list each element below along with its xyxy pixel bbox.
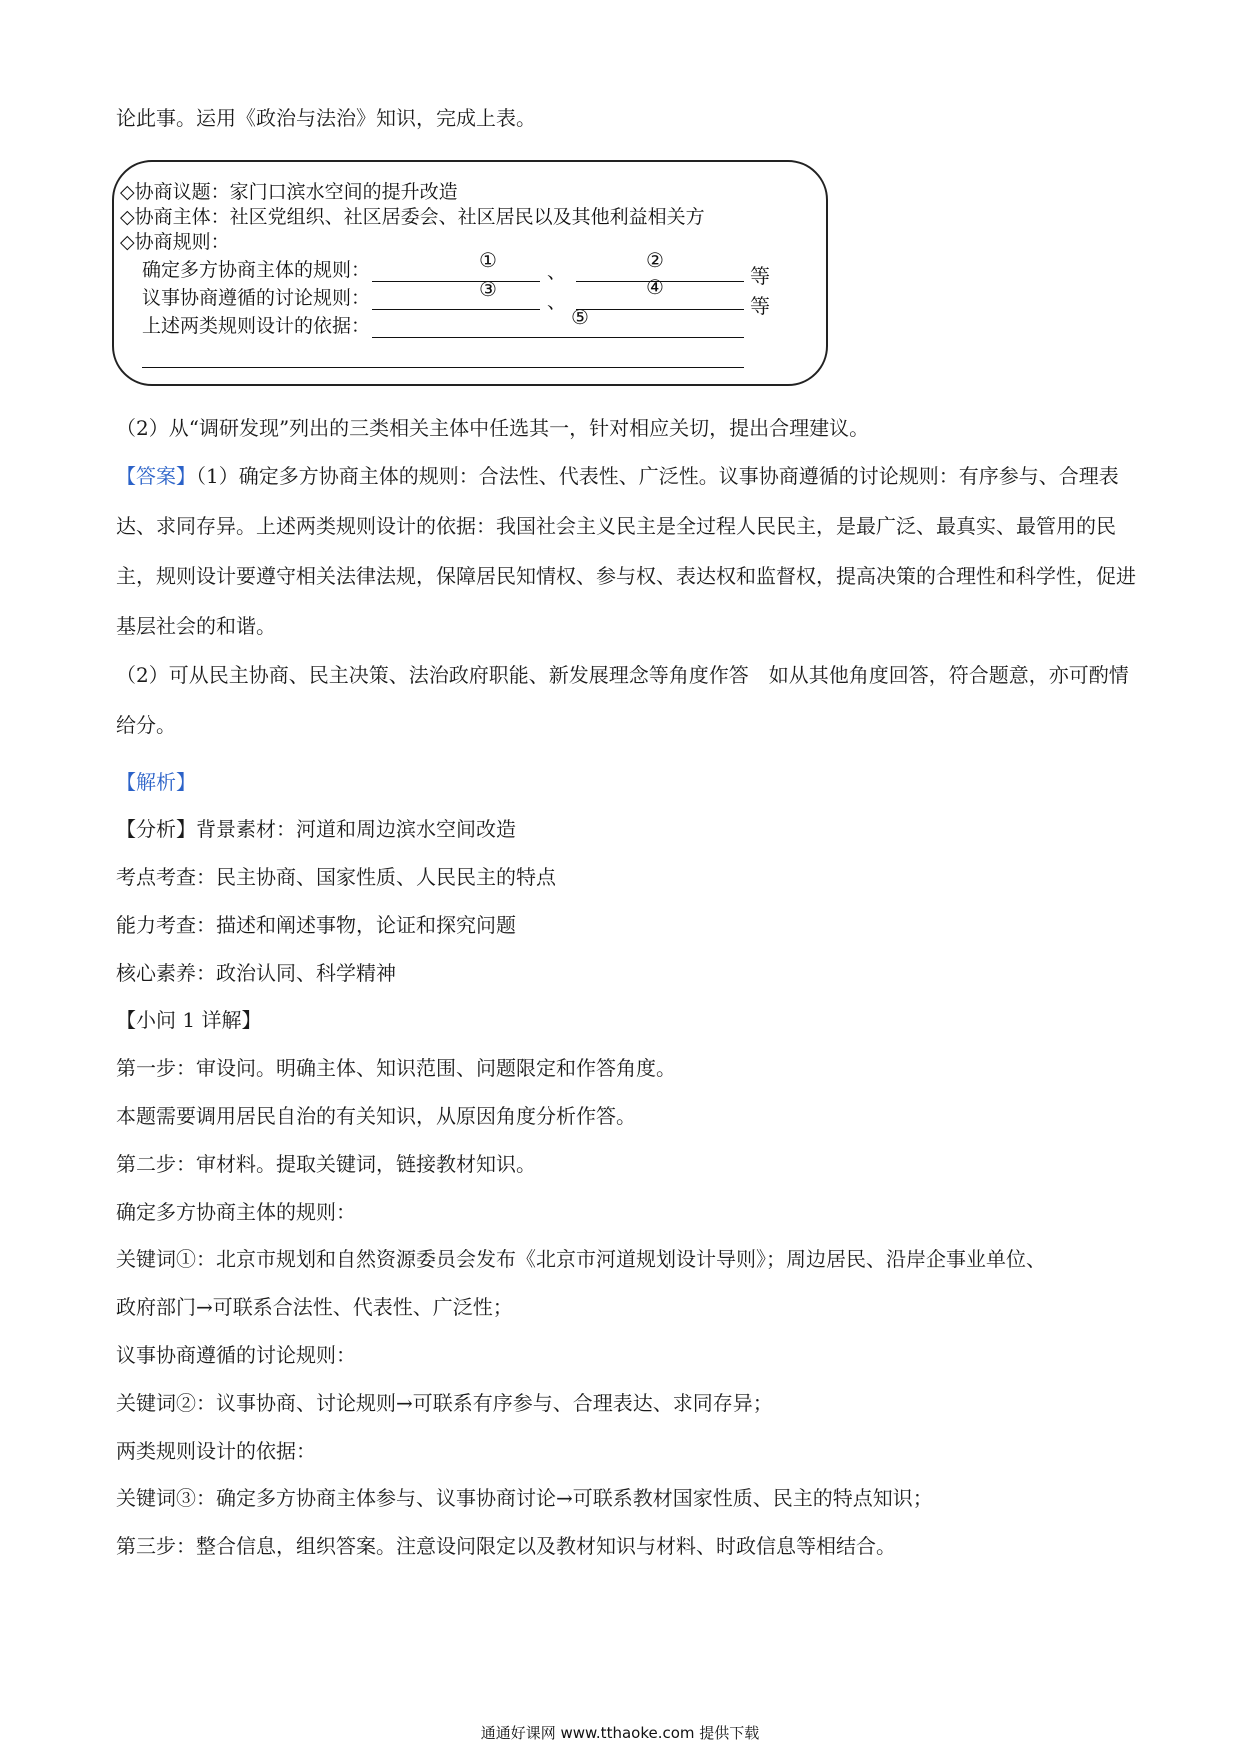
subject-row: ◇协商主体：社区党组织、社区居委会、社区居民以及其他利益相关方	[120, 206, 705, 228]
blank-2-marker: ②	[646, 248, 664, 272]
analysis-line: 关键词③：确定多方协商主体参与、议事协商讨论→可联系教材国家性质、民主的特点知识；	[116, 1486, 933, 1510]
analysis-line: 能力考查：描述和阐述事物，论证和探究问题	[116, 913, 516, 937]
deng-2: 等	[750, 294, 770, 318]
blank-3-line	[372, 309, 540, 310]
rules-label: ◇协商规则：	[120, 231, 230, 253]
question-2: （2）从“调研发现”列出的三类相关主体中任选其一，针对相应关切，提出合理建议。	[116, 416, 870, 440]
answer-paragraph-2: （2）可从民主协商、民主决策、法治政府职能、新发展理念等角度作答 如从其他角度回答，符合题意，亦可酌情给分。	[116, 663, 1129, 737]
blank-4-line	[576, 309, 744, 310]
analysis-line: 【小问 1 详解】	[116, 1008, 262, 1032]
blank-1-line	[372, 281, 540, 282]
analysis-line: 政府部门→可联系合法性、代表性、广泛性；	[116, 1295, 513, 1319]
analysis-line: 关键词②：议事协商、讨论规则→可联系有序参与、合理表达、求同存异；	[116, 1391, 773, 1415]
answer-label: 【答案】	[116, 464, 196, 488]
topic-row: ◇协商议题：家门口滨水空间的提升改造	[120, 181, 458, 203]
analysis-line: 第三步：整合信息，组织答案。注意设问限定以及教材知识与材料、时政信息等相结合。	[116, 1534, 896, 1558]
blank-5-marker: ⑤	[571, 305, 589, 329]
subject-value: 社区党组织、社区居委会、社区居民以及其他利益相关方	[229, 206, 705, 228]
rule3-label: 上述两类规则设计的依据：	[142, 315, 371, 337]
analysis-line: 【分析】背景素材：河道和周边滨水空间改造	[116, 817, 516, 841]
rule1-label: 确定多方协商主体的规则：	[142, 259, 371, 281]
deng-1: 等	[750, 264, 770, 288]
analysis-line: 第一步：审设问。明确主体、知识范围、问题限定和作答角度。	[116, 1056, 676, 1080]
page-footer: 通通好课网 www.tthaoke.com 提供下载	[480, 1724, 760, 1742]
separator-1: 、	[547, 261, 567, 283]
analysis-line: 本题需要调用居民自治的有关知识，从原因角度分析作答。	[116, 1104, 636, 1128]
blank-5-line	[372, 337, 744, 338]
topic-value: 家门口滨水空间的提升改造	[229, 181, 458, 203]
separator-2: 、	[547, 291, 567, 313]
analysis-line: 核心素养：政治认同、科学精神	[116, 961, 396, 985]
analysis-line: 议事协商遵循的讨论规则：	[116, 1343, 356, 1367]
analysis-line: 考点考查：民主协商、国家性质、人民民主的特点	[116, 865, 556, 889]
consultation-table-box	[112, 160, 828, 386]
rule2-label: 议事协商遵循的讨论规则：	[142, 287, 371, 309]
analysis-line: 关键词①：北京市规划和自然资源委员会发布《北京市河道规划设计导则》；周边居民、沿岸企事业单位、	[116, 1247, 1046, 1271]
analysis-line: 两类规则设计的依据：	[116, 1439, 316, 1463]
blank-4-marker: ④	[646, 275, 664, 299]
answer-paragraph-1: 【答案】（1）确定多方协商主体的规则：合法性、代表性、广泛性。议事协商遵循的讨论规则：有序参与、合理表达、求同存异。上述两类规则设计的依据：我国社会主义民主是全过程人民民主，是最广泛、最真实、最管用的民主，规则设计要遵守相关法律法规，保障居民知情权、参与权、表达权和监督权，提高决策的合理性和科学性，促进基层社会的和谐。	[116, 464, 1136, 638]
blank-1-marker: ①	[479, 248, 497, 272]
analysis-label: 【解析】	[116, 770, 196, 794]
analysis-line: 确定多方协商主体的规则：	[116, 1200, 356, 1224]
intro-text: 论此事。运用《政治与法治》知识，完成上表。	[116, 106, 536, 130]
blank-3-marker: ③	[479, 277, 497, 301]
blank-5-line-2	[142, 367, 744, 368]
analysis-line: 第二步：审材料。提取关键词，链接教材知识。	[116, 1152, 536, 1176]
